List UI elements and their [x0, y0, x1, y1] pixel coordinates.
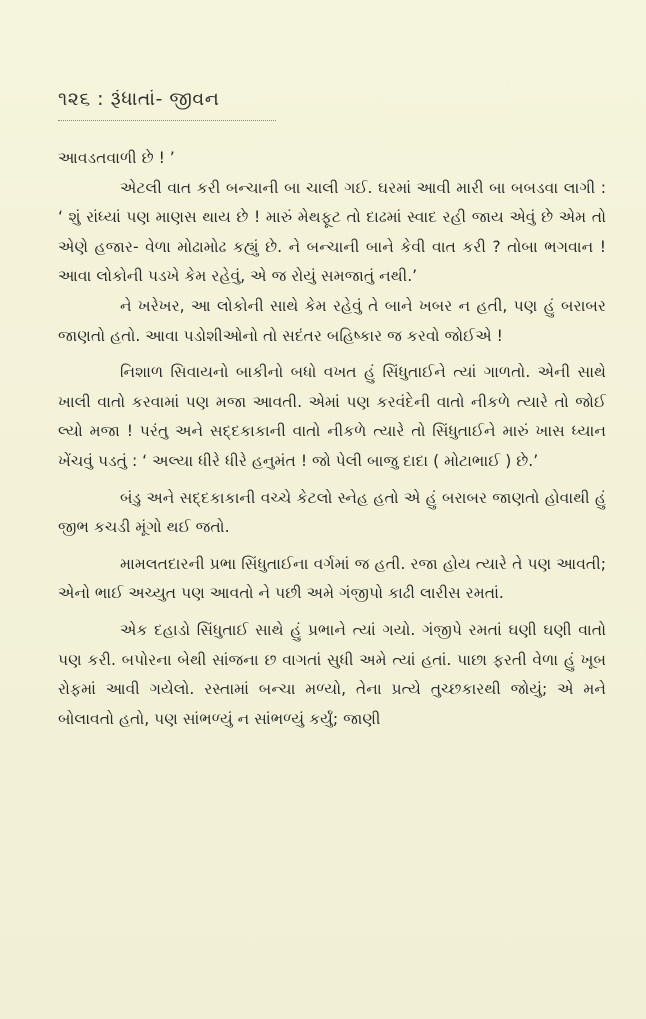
paragraph: એટલી વાત કરી બન્ચાની બા ચાલી ગઈ. ઘરમાં આવી મારી બા બબડવા લાગી : ‘ શું રાંધ્યાં પણ માણસ થાય છે ! મારું મેથફૂટ તો દાઢમાં સ્વાદ રહી જાય એવું છે એમ તો એણે હજાર- વેળા મોઢામોઢ કહ્યું છે. ને બન્ચાની બાને કેવી વાત કરી ? તોબા ભગવાન ! આવા લોકોની પડખે કેમ રહેવું, એ જ રોયું સમજાતું નથી.’: [58, 178, 606, 286]
page-body: [58, 144, 606, 734]
header-dotted-rule: [58, 120, 276, 121]
paragraph: બંડુ અને સદ્દકાકાની વચ્ચે કેટલો સ્નેહ હતો એ હું બરાબર જાણતો હોવાથી હું જીભ કચડી મૂંગો થઈ જતો.: [58, 488, 606, 537]
paragraph: એક દહાડો સિંધુતાઈ સાથે હું પ્રભાને ત્યાં ગયો. ગંજીપે રમતાં ઘણી ઘણી વાતો પણ કરી. બપોરના બેથી સાંજના છ વાગતાં સુધી અમે ત્યાં હતાં. પાછા ફરતી વેળા હું ખૂબ રોફમાં આવી ગયેલો. રસ્તામાં બન્ચા મળ્યો, તેના પ્રત્યે તુચ્છકારથી જોયું; એ મને બોલાવતો હતો, પણ સાંભળ્યું ન સાંભળ્યું કર્યું; જાણી: [58, 620, 606, 728]
paragraph: ને ખરેખર, આ લોકોની સાથે કેમ રહેવું તે બાને ખબર ન હતી, પણ હું બરાબર જાણતો હતો. આવા પડોશીઓનો તો સદંતર બહિષ્કાર જ કરવો જોઈએ !: [58, 296, 606, 345]
running-head: ૧૨૬ : રૂંધાતાં- જીવન: [58, 88, 220, 110]
paragraph-continued: આવડતવાળી છે ! ’: [58, 149, 175, 167]
paragraph: નિશાળ સિવાયનો બાકીનો બધો વખત હું સિંધુતાઈને ત્યાં ગાળતો. એની સાથે ખાલી વાતો કરવામાં પણ મજા આવતી. એમાં પણ કરવંદેની વાતો નીકળે ત્યારે તો જોઈ લ્યો મજા ! પરંતુ અને સદ્દકાકાની વાતો નીકળે ત્યારે તો સિંધુતાઈને મારું ખાસ ધ્યાન ખેંચવું પડતું : ‘ અલ્યા ધીરે ધીરે હનુમંત ! જો પેલી બાજુ દાદા ( મોટાભાઈ ) છે.’: [58, 363, 606, 470]
paragraph: મામલતદારની પ્રભા સિંધુતાઈના વર્ગમાં જ હતી. રજા હોય ત્યારે તે પણ આવતી; એનો ભાઈ અચ્યુત પણ આવતો ને પછી અમે ગંજીપો કાઢી લારીસ રમતાં.: [58, 554, 606, 603]
